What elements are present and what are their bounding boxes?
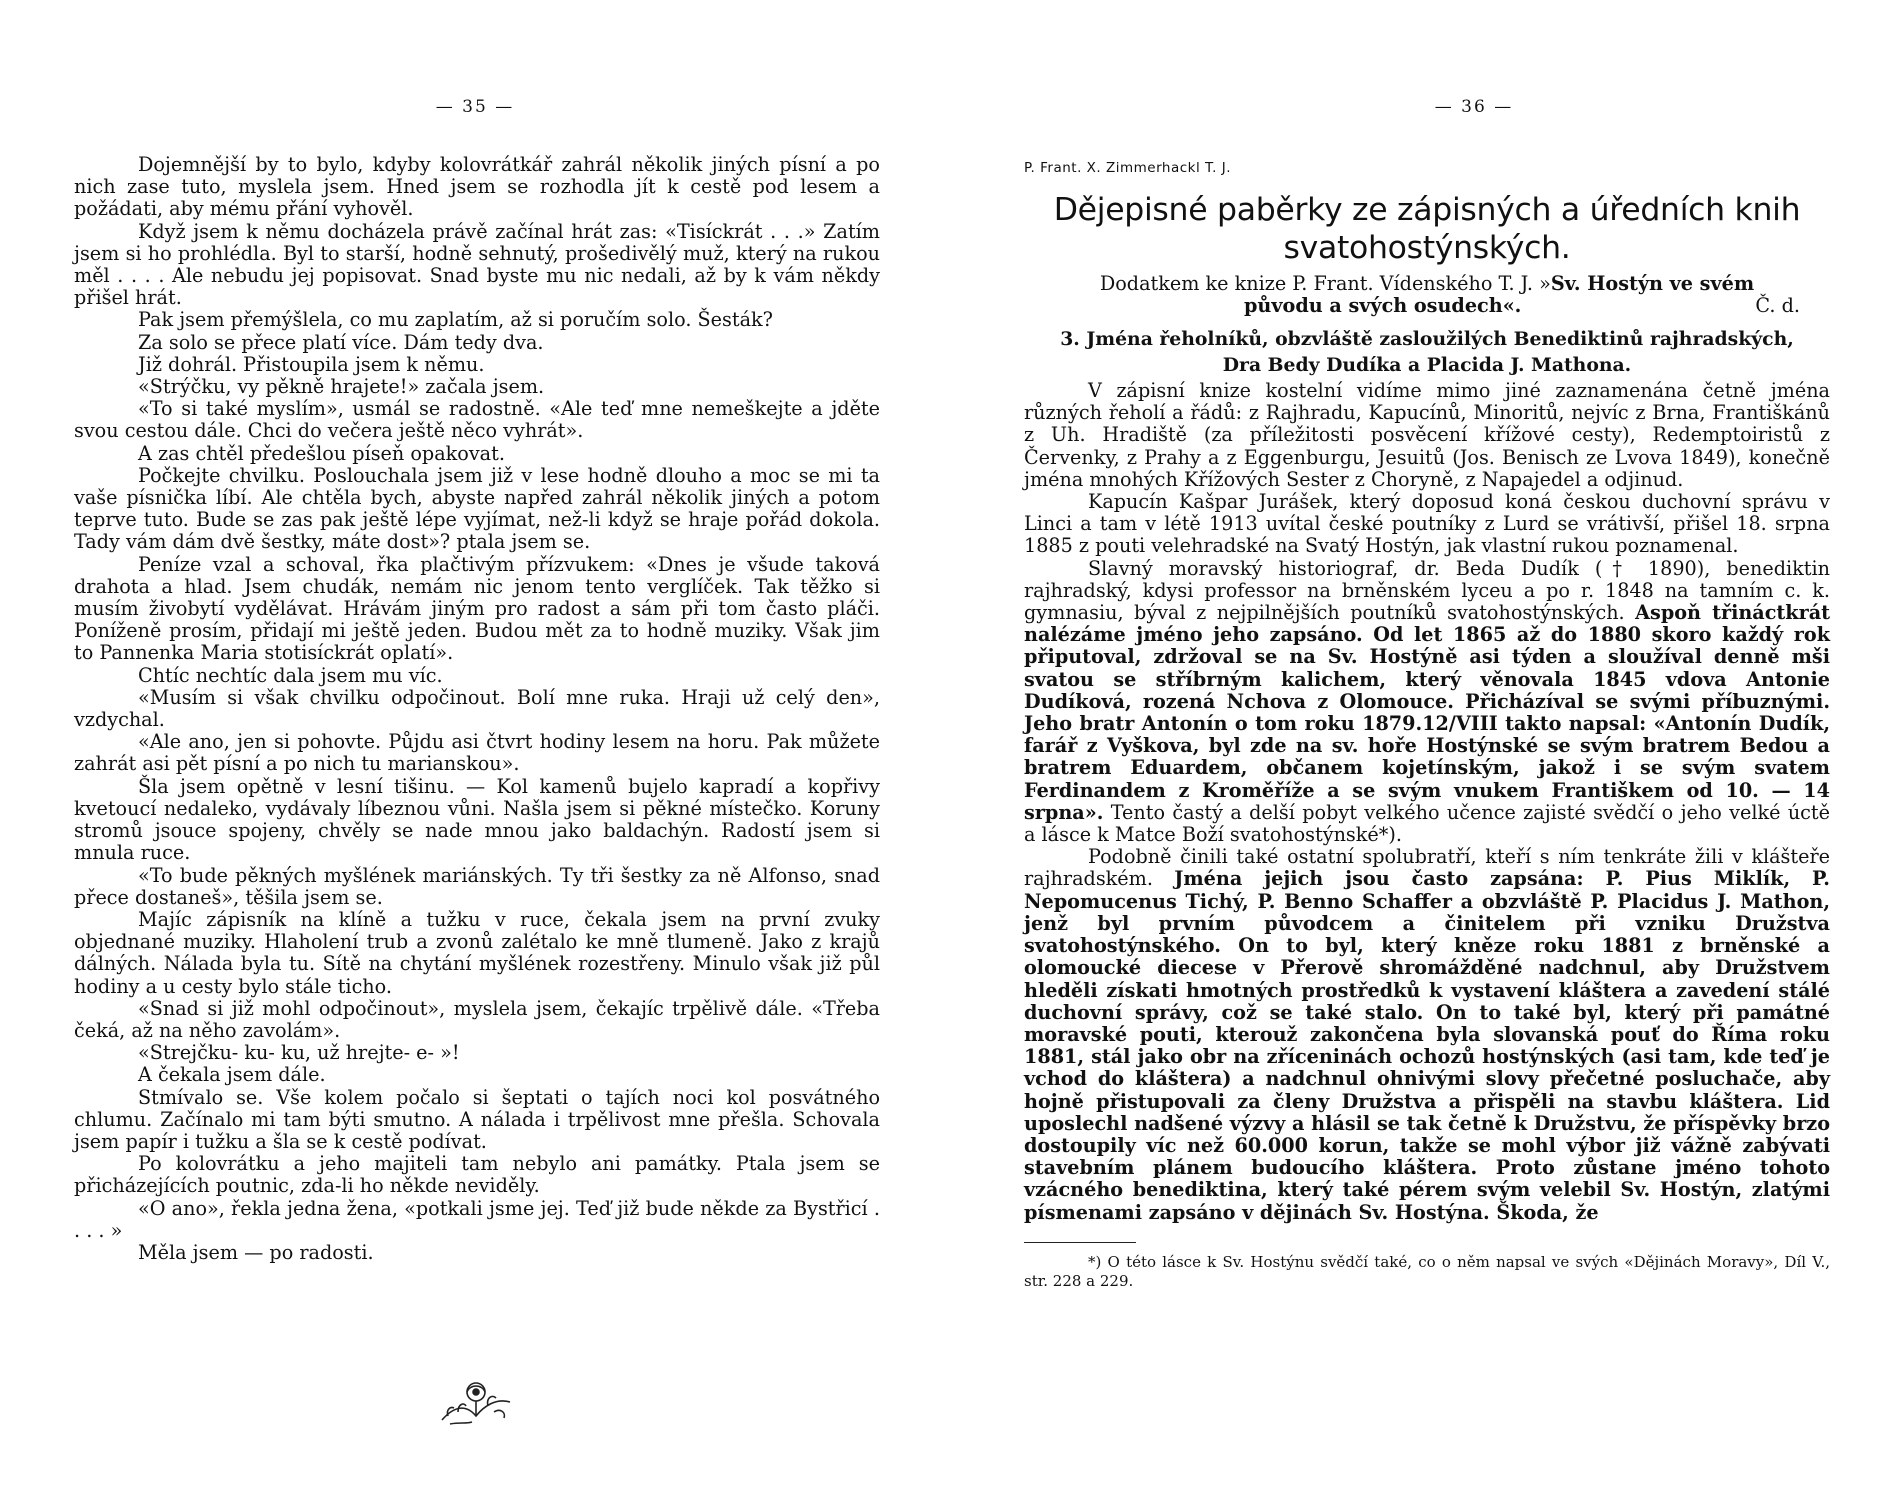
paragraph: «To si také myslím», usmál se radostně. «Ale teď mne nemeškejte a jděte svou cestou dále. Chci do večera ještě něco vyhrát». [74,397,880,443]
paragraph: Šla jsem opětně v lesní tišinu. — Kol kamenů bujelo kapradí a kopřivy kvetoucí nedaleko, vydávaly líbeznou vůni. Našla jsem si pěkné místečko. Koruny stromů jsouce spojeny, chvěly se nade mnou jako baldachýn. Radostí jsem si mnula ruce. [74,774,880,865]
subtitle-line-2 [1024,295,1830,317]
paragraph: Měla jsem — po radosti. [138,1240,374,1264]
right-text-column [1024,154,1830,1291]
paragraph-bold-text: Jména jejich jsou často zapsána: P. Pius Miklík, P. Nepomucenus Tichý, P. Benno Schaffer a obzvláště P. Placidus J. Mathon, jenž byl prvním původcem a činitelem při vzniku Družstva svatohostýnského. On to byl, který kněze roku 1881 z brněnské a olomoucké diecese v Přerově shromážděné nadchnul, aby Družstvem hleděli získati hmotných prostředků k vystavení kláštera a zavedení stálé duchovní správy, což se také stalo. On to také byl, který při památné moravské pouti, kterouž zakončena byla slovanská pouť do Říma roku 1881, stál jako obr na zříceninách ochozů hostýnských (asi tam, kde teď je vchod do kláštera) a nadchnul ohnivými slovy přečetné posluchače, aby hojně přistupovali za členy Družstva a přispěli na stavbu kláštera. Lid uposlechl nadšené výzvy a hlásil se tak četně k Družstvu, že příspěvky brzo dostoupily víc než 60.000 korun, takže se mohl výbor již vážně zabývati stavebním plánem budoucího kláštera. Proto zůstane jméno tohoto vzácného benediktina, který také pérem svým velebil Sv. Hostýn, zlatými písmenami zapsáno v dějinách Sv. Hostýna. Škoda, že [1024,867,1830,1224]
paragraph: «Snad si již mohl odpočinout», myslela jsem, čekajíc trpělivě dále. «Třeba čeká, až na něho zavolám». [74,996,880,1042]
paragraph: «Musím si však chvilku odpočinout. Bolí mne ruka. Hraji už celý den», vzdychal. [74,685,880,732]
subtitle-line-1 [1024,273,1830,295]
paragraph: «Strejčku- ku- ku, už hrejte- e- »! [138,1041,460,1065]
paragraph: «O ano», řekla jedna žena, «potkali jsme jej. Teď již bude někde za Bystřicí . . . . » [74,1196,880,1242]
paragraph-mathon [1024,846,1830,1223]
floral-vignette-icon [436,1376,516,1428]
section-heading-1: 3. Jména řeholníků, obzvláště zasloužilých Benediktinů rajhradských, [1060,327,1794,350]
subtitle-normal-text: Dodatkem ke knize P. Frant. Vídenského T. J. » [1099,272,1551,296]
paragraph: Majíc zápisník na klíně a tužku v ruce, čekala jsem na první zvuky objednané muziky. Hlaholení trub a zvonů zalétalo ke mně tlumeně. Jako z krajů dálných. Nálada byla tu. Sítě na chytání myšlének rozestřeny. Minulo však již půl hodiny a u cesty bylo stále ticho. [74,907,880,998]
paragraph: A zas chtěl předešlou píseň opakovat. [138,441,505,465]
paragraph: Pak jsem přemýšlela, co mu zaplatím, až si poručím solo. Šesták? [138,308,773,332]
footnote-divider [1024,1242,1136,1243]
paragraph-text: Podobně činili také ostatní spolubratří, kteří s ním tenkráte žili v klášteře rajhradském. [1024,845,1830,891]
paragraph: Počkejte chvilku. Poslouchala jsem již v lese hodně dlouho a moc se mi ta vaše písnička líbí. Ale chtěla bych, abyste napřed zahrál několik jiných a potom teprve tuto. Bude se zas pak ještě lépe vyjímat, než-li když se hraje pořád dokola. Tady vám dám dvě šestky, máte dost»? ptala jsem se. [74,463,880,554]
paragraph: Již dohrál. Přistoupila jsem k němu. [138,352,485,376]
paragraph-text: Tento častý a delší pobyt velkého učence zajisté svědčí o jeho velké úctě a lásce k Matce Boží svatohostýnské*). [1024,800,1830,847]
footnote: *) O této lásce k Sv. Hostýnu svědčí také, co o něm napsal ve svých «Dějinách Moravy», Díl V., str. 228 a 229. [1024,1252,1830,1290]
page-number: — 36 — [1434,97,1514,117]
article-title: Dějepisné paběrky ze zápisných a úředních knih svatohostýnských. [1053,192,1801,267]
paragraph-dudik [1024,558,1830,847]
right-paragraphs [1024,380,1830,558]
page-number: — 35 — [435,97,515,117]
right-page [949,0,1898,1500]
paragraph: «Ale ano, jen si pohovte. Půjdu asi čtvrt hodiny lesem na horu. Pak můžete zahrát asi pět písní a po nich tu marianskou». [74,730,880,776]
paragraph: Za solo se přece platí více. Dám tedy dva. [138,330,544,354]
paragraph: Po kolovrátku a jeho majiteli tam nebylo ani památky. Ptala jsem se přicházejících poutnic, zda-li ho někde neviděly. [74,1152,880,1198]
subtitle-bold-text-2: původu a svých osudech«. [1244,294,1522,318]
paragraph: Když jsem k němu docházela právě začínal hrát zas: «Tisíckrát . . .» Zatím jsem si ho prohlédla. Byl to starší, hodně sehnutý, prošedivělý muž, který na rukou měl . . . . Ale nebudu jej popisovat. Snad byste mu nic nedali, až by k vám někdy přišel hrát. [74,219,880,310]
author-line: P. Frant. X. Zimmerhackl T. J. [1024,160,1232,176]
paragraph-bold-text: Aspoň třináctkrát nalézáme jméno jeho zapsáno. Od let 1865 až do 1880 skoro každý rok připutoval, zdržoval se na Sv. Hostýně asi týden a sloužíval denně mši svatou se stříbrným kalichem, který věnovala 1845 vdova Antonie Dudíková, rozená Nchova z Olomouce. Přicházíval se svými příbuznými. Jeho bratr Antonín o tom roku 1879.12/VIII takto napsal: «Antonín Dudík, farář z Vyškova, byl zde na sv. hoře Hostýnské se svým bratrem Bedou a bratrem Eduardem, občanem kojetínským, jakož i se svým svatem Ferdinandem z Kroměříže a se svým vnukem Františkem od 10. — 14 srpna». [1024,601,1830,824]
paragraph: A čekala jsem dále. [138,1063,326,1087]
left-text-column [74,154,880,1264]
section-heading-2: Dra Bedy Dudíka a Placida J. Mathona. [1222,353,1632,376]
continuation-mark: Č. d. [1755,294,1800,318]
paragraph: Peníze vzal a schoval, řka plačtivým přízvukem: «Dnes je všude taková drahota a hlad. Jsem chudák, nemám nic jenom tento verglíček. Tak těžko si musím živobytí vydělávat. Hrávám jiným pro radost a sám při tom často pláči. Poníženě prosím, přidají mi ještě jeden. Budou mět za to hodně muziky. Však jim to Pannenka Maria stotisíckrát oplatí». [74,552,880,665]
paragraph: Chtíc nechtíc dala jsem mu víc. [138,663,443,687]
paragraph: Stmívalo se. Vše kolem počalo si šeptati o tajích noci kol posvátného chlumu. Začínalo mi tam býti smutno. A nálada i trpělivost mne přešla. Schovala jsem papír i tužku a šla se k cestě podívat. [74,1085,880,1153]
paragraph: «To bude pěkných myšlének mariánských. Ty tři šestky za ně Alfonso, snad přece dostaneš», těšila jsem se. [74,863,880,909]
paragraph: Dojemnější by to bylo, kdyby kolovrátkář zahrál několik jiných písní a po nich zase tuto, myslela jsem. Hned jsem se rozhodla jít k cestě pod lesem a požádati, aby mému přání vyhověl. [74,153,880,221]
paragraph: V zápisní knize kostelní vidíme mimo jiné zaznamenána četně jména různých řeholí a řádů: z Rajhradu, Kapucínů, Minoritů, nejvíc z Brna, Františkánů z Uh. Hradiště (za příležitosti posvěcení křížové cesty), Redemptoiristů z Červenky, z Prahy a z Eggenburgu, Jesuitů (Jos. Benisch ze Lvova 1849), konečně jména mnohých Křížových Sester z Choryně, z Napajedel a odjinud. [1024,379,1830,491]
subtitle-bold-text: Sv. Hostýn ve svém [1550,272,1755,296]
paragraph: Kapucín Kašpar Jurášek, který doposud koná českou duchovní správu v Linci a tam v létě 1913 uvítal české poutníky z Lurd se vrátivší, přišel 18. srpna 1885 z pouti velehradské na Svatý Hostýn, jak vlastní rukou poznamenal. [1024,490,1830,558]
paragraph-text: Slavný moravský historiograf, dr. Beda Dudík († 1890), benediktin rajhradský, kdysi professor na brněnském lyceu a po r. 1848 na tamním c. k. gymnasiu, býval z nejpilnějších poutníků svatohostýnských. [1024,556,1830,625]
paragraph: «Strýčku, vy pěkně hrajete!» začala jsem. [138,375,545,399]
